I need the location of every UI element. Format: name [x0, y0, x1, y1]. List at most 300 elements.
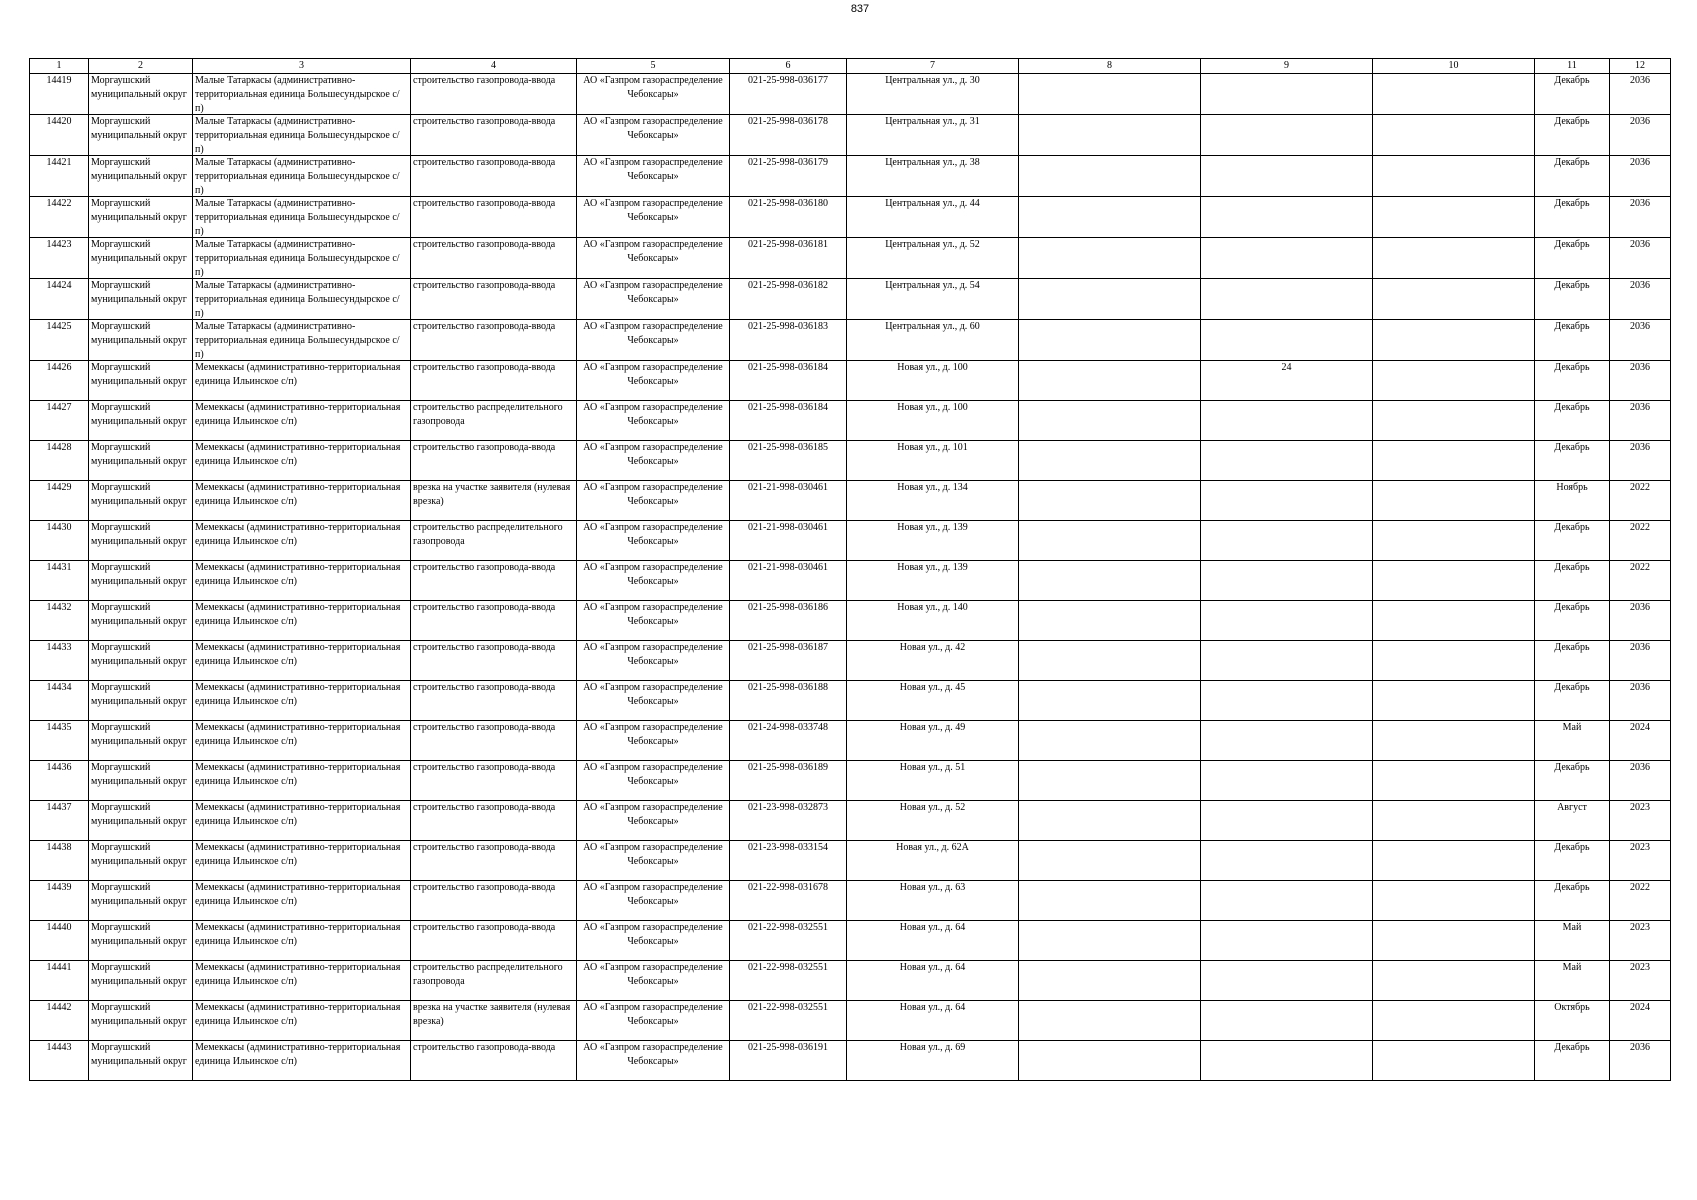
month-cell	[1535, 401, 1610, 441]
application-code-cell	[730, 197, 847, 238]
year-cell	[1610, 721, 1671, 761]
month-cell	[1535, 156, 1610, 197]
year-cell	[1610, 521, 1671, 561]
organization-cell	[577, 279, 730, 320]
organization-cell-text: АО «Газпром газораспределение Чебоксары»	[583, 762, 723, 787]
year-cell	[1610, 74, 1671, 115]
column-9-cell	[1201, 320, 1373, 361]
application-code-cell	[730, 115, 847, 156]
table-row	[30, 401, 1671, 441]
address-cell	[847, 561, 1019, 601]
address-cell-text: Новая ул., д. 49	[899, 722, 966, 733]
column-10-cell	[1373, 197, 1535, 238]
address-cell-text: Центральная ул., д. 31	[885, 116, 980, 127]
settlement-cell	[193, 721, 411, 761]
column-header: 7	[847, 59, 1019, 74]
district-cell-text: Моргаушский муниципальный округ	[91, 922, 187, 947]
row-number-cell	[30, 441, 89, 481]
table-row	[30, 320, 1671, 361]
row-number-cell	[30, 841, 89, 881]
column-9-cell	[1201, 921, 1373, 961]
organization-cell-text: АО «Газпром газораспределение Чебоксары»	[583, 802, 723, 827]
column-10-cell	[1373, 601, 1535, 641]
year-cell-text: 2036	[1630, 75, 1650, 86]
month-cell-text: Декабрь	[1554, 562, 1590, 573]
work-type-cell	[411, 921, 577, 961]
column-9-cell	[1201, 521, 1373, 561]
column-8-cell	[1019, 441, 1201, 481]
column-10-cell	[1373, 74, 1535, 115]
row-number-cell	[30, 801, 89, 841]
district-cell	[89, 320, 193, 361]
address-cell-text: Новая ул., д. 101	[897, 442, 968, 453]
district-cell	[89, 156, 193, 197]
application-code-cell	[730, 601, 847, 641]
work-type-cell	[411, 721, 577, 761]
settlement-cell-text: Малые Татаркасы (административно-территориальная единица Большесундырское с/п)	[195, 280, 400, 319]
table-row	[30, 841, 1671, 881]
address-cell	[847, 279, 1019, 320]
organization-cell-text: АО «Газпром газораспределение Чебоксары»	[583, 239, 723, 264]
table-body	[30, 74, 1671, 1081]
application-code-cell	[730, 961, 847, 1001]
column-8-cell	[1019, 561, 1201, 601]
work-type-cell-text: строительство газопровода-ввода	[413, 442, 556, 453]
work-type-cell	[411, 1041, 577, 1081]
organization-cell	[577, 401, 730, 441]
settlement-cell-text: Мемеккасы (административно-территориальная единица Ильинское с/п)	[195, 362, 401, 387]
organization-cell-text: АО «Газпром газораспределение Чебоксары»	[583, 882, 723, 907]
column-8-cell	[1019, 197, 1201, 238]
row-number-cell	[30, 1001, 89, 1041]
settlement-cell-text: Мемеккасы (административно-территориальная единица Ильинское с/п)	[195, 762, 401, 787]
row-number-cell	[30, 681, 89, 721]
district-cell-text: Моргаушский муниципальный округ	[91, 802, 187, 827]
application-code-cell-text: 021-22-998-031678	[748, 882, 828, 893]
work-type-cell-text: строительство газопровода-ввода	[413, 722, 556, 733]
month-cell	[1535, 841, 1610, 881]
row-number-cell	[30, 238, 89, 279]
column-10-cell	[1373, 481, 1535, 521]
row-number-cell-text: 14431	[46, 562, 72, 573]
row-number-cell-text: 14428	[46, 442, 72, 453]
organization-cell	[577, 681, 730, 721]
column-header: 2	[89, 59, 193, 74]
address-cell-text: Новая ул., д. 100	[897, 362, 968, 373]
settlement-cell-text: Малые Татаркасы (административно-территориальная единица Большесундырское с/п)	[195, 198, 400, 237]
organization-cell-text: АО «Газпром газораспределение Чебоксары»	[583, 1042, 723, 1067]
settlement-cell-text: Мемеккасы (административно-территориальная единица Ильинское с/п)	[195, 722, 401, 747]
column-10-cell	[1373, 721, 1535, 761]
year-cell-text: 2036	[1630, 116, 1650, 127]
organization-cell	[577, 601, 730, 641]
table-row	[30, 721, 1671, 761]
month-cell-text: Май	[1562, 962, 1582, 973]
settlement-cell-text: Мемеккасы (административно-территориальная единица Ильинское с/п)	[195, 402, 401, 427]
organization-cell-text: АО «Газпром газораспределение Чебоксары»	[583, 321, 723, 346]
organization-cell	[577, 320, 730, 361]
application-code-cell	[730, 561, 847, 601]
settlement-cell-text: Малые Татаркасы (административно-территориальная единица Большесундырское с/п)	[195, 75, 400, 114]
district-cell-text: Моргаушский муниципальный округ	[91, 842, 187, 867]
work-type-cell-text: строительство газопровода-ввода	[413, 802, 556, 813]
month-cell-text: Декабрь	[1554, 116, 1590, 127]
table-row	[30, 681, 1671, 721]
address-cell	[847, 320, 1019, 361]
settlement-cell-text: Мемеккасы (административно-территориальная единица Ильинское с/п)	[195, 1042, 401, 1067]
month-cell-text: Август	[1557, 802, 1587, 813]
work-type-cell-text: строительство газопровода-ввода	[413, 116, 556, 127]
year-cell-text: 2036	[1630, 157, 1650, 168]
work-type-cell	[411, 441, 577, 481]
application-code-cell-text: 021-25-998-036184	[748, 402, 828, 413]
application-code-cell	[730, 279, 847, 320]
organization-cell	[577, 1001, 730, 1041]
address-cell-text: Центральная ул., д. 52	[885, 239, 980, 250]
row-number-cell-text: 14434	[46, 682, 72, 693]
organization-cell-text: АО «Газпром газораспределение Чебоксары»	[583, 75, 723, 100]
year-cell-text: 2036	[1630, 1042, 1650, 1053]
column-10-cell	[1373, 320, 1535, 361]
organization-cell-text: АО «Газпром газораспределение Чебоксары»	[583, 642, 723, 667]
organization-cell-text: АО «Газпром газораспределение Чебоксары»	[583, 402, 723, 427]
work-type-cell-text: строительство распределительного газопровода	[413, 522, 563, 547]
address-cell-text: Новая ул., д. 51	[899, 762, 966, 773]
district-cell	[89, 601, 193, 641]
column-8-cell	[1019, 1041, 1201, 1081]
column-10-cell	[1373, 1001, 1535, 1041]
address-cell-text: Центральная ул., д. 60	[885, 321, 980, 332]
organization-cell	[577, 921, 730, 961]
row-number-cell	[30, 197, 89, 238]
settlement-cell	[193, 521, 411, 561]
column-header: 5	[577, 59, 730, 74]
settlement-cell	[193, 320, 411, 361]
organization-cell-text: АО «Газпром газораспределение Чебоксары»	[583, 842, 723, 867]
column-header: 8	[1019, 59, 1201, 74]
column-8-cell	[1019, 961, 1201, 1001]
row-number-cell-text: 14430	[46, 522, 72, 533]
district-cell-text: Моргаушский муниципальный округ	[91, 882, 187, 907]
work-type-cell-text: строительство газопровода-ввода	[413, 642, 556, 653]
work-type-cell	[411, 320, 577, 361]
address-cell-text: Новая ул., д. 69	[899, 1042, 966, 1053]
district-cell	[89, 238, 193, 279]
settlement-cell-text: Мемеккасы (административно-территориальная единица Ильинское с/п)	[195, 1002, 401, 1027]
work-type-cell	[411, 521, 577, 561]
organization-cell-text: АО «Газпром газораспределение Чебоксары»	[583, 482, 723, 507]
row-number-cell	[30, 320, 89, 361]
column-10-cell	[1373, 801, 1535, 841]
application-code-cell	[730, 681, 847, 721]
district-cell-text: Моргаушский муниципальный округ	[91, 116, 187, 141]
month-cell	[1535, 641, 1610, 681]
application-code-cell-text: 021-23-998-032873	[748, 802, 828, 813]
year-cell	[1610, 961, 1671, 1001]
work-type-cell-text: строительство газопровода-ввода	[413, 882, 556, 893]
row-number-cell	[30, 601, 89, 641]
table-row	[30, 561, 1671, 601]
month-cell	[1535, 115, 1610, 156]
work-type-cell-text: строительство газопровода-ввода	[413, 682, 556, 693]
row-number-cell-text: 14432	[46, 602, 72, 613]
application-code-cell-text: 021-22-998-032551	[748, 962, 828, 973]
table-row	[30, 238, 1671, 279]
year-cell	[1610, 641, 1671, 681]
work-type-cell-text: строительство газопровода-ввода	[413, 239, 556, 250]
district-cell	[89, 721, 193, 761]
application-code-cell-text: 021-25-998-036189	[748, 762, 828, 773]
district-cell-text: Моргаушский муниципальный округ	[91, 962, 187, 987]
row-number-cell	[30, 961, 89, 1001]
application-code-cell-text: 021-25-998-036184	[748, 362, 828, 373]
district-cell	[89, 881, 193, 921]
column-8-cell	[1019, 115, 1201, 156]
work-type-cell	[411, 561, 577, 601]
application-code-cell-text: 021-24-998-033748	[748, 722, 828, 733]
district-cell	[89, 481, 193, 521]
column-10-cell	[1373, 961, 1535, 1001]
work-type-cell-text: врезка на участке заявителя (нулевая врезка)	[413, 482, 571, 507]
year-cell	[1610, 197, 1671, 238]
column-9-cell	[1201, 561, 1373, 601]
row-number-cell-text: 14426	[46, 362, 72, 373]
work-type-cell-text: строительство газопровода-ввода	[413, 762, 556, 773]
address-cell-text: Новая ул., д. 62А	[896, 842, 969, 853]
settlement-cell-text: Малые Татаркасы (административно-территориальная единица Большесундырское с/п)	[195, 157, 400, 196]
table-row	[30, 641, 1671, 681]
month-cell-text: Декабрь	[1554, 442, 1590, 453]
column-10-cell	[1373, 401, 1535, 441]
row-number-cell	[30, 561, 89, 601]
settlement-cell-text: Мемеккасы (административно-территориальная единица Ильинское с/п)	[195, 802, 401, 827]
table-row	[30, 601, 1671, 641]
month-cell	[1535, 74, 1610, 115]
organization-cell-text: АО «Газпром газораспределение Чебоксары»	[583, 157, 723, 182]
district-cell	[89, 961, 193, 1001]
row-number-cell-text: 14427	[46, 402, 72, 413]
year-cell-text: 2036	[1630, 280, 1650, 291]
month-cell	[1535, 361, 1610, 401]
year-cell-text: 2023	[1630, 922, 1650, 933]
row-number-cell-text: 14424	[46, 280, 72, 291]
year-cell-text: 2022	[1630, 482, 1650, 493]
row-number-cell	[30, 761, 89, 801]
application-code-cell-text: 021-25-998-036180	[748, 198, 828, 209]
application-code-cell	[730, 238, 847, 279]
column-9-cell	[1201, 361, 1373, 401]
address-cell	[847, 801, 1019, 841]
year-cell-text: 2036	[1630, 762, 1650, 773]
address-cell	[847, 115, 1019, 156]
year-cell	[1610, 761, 1671, 801]
column-9-cell	[1201, 441, 1373, 481]
month-cell-text: Декабрь	[1554, 642, 1590, 653]
district-cell-text: Моргаушский муниципальный округ	[91, 642, 187, 667]
table-row	[30, 74, 1671, 115]
application-code-cell	[730, 441, 847, 481]
column-9-cell	[1201, 197, 1373, 238]
table-row	[30, 481, 1671, 521]
work-type-cell-text: строительство газопровода-ввода	[413, 842, 556, 853]
settlement-cell	[193, 681, 411, 721]
work-type-cell-text: строительство газопровода-ввода	[413, 198, 556, 209]
column-header: 11	[1535, 59, 1610, 74]
settlement-cell	[193, 601, 411, 641]
column-9-cell-text: 24	[1281, 362, 1292, 373]
column-10-cell	[1373, 361, 1535, 401]
application-code-cell-text: 021-21-998-030461	[748, 562, 828, 573]
table-row	[30, 921, 1671, 961]
work-type-cell	[411, 115, 577, 156]
application-code-cell	[730, 841, 847, 881]
district-cell	[89, 561, 193, 601]
column-number-row	[30, 59, 1671, 74]
settlement-cell	[193, 279, 411, 320]
work-type-cell	[411, 841, 577, 881]
year-cell-text: 2036	[1630, 402, 1650, 413]
application-code-cell-text: 021-22-998-032551	[748, 1002, 828, 1013]
application-code-cell-text: 021-25-998-036177	[748, 75, 828, 86]
address-cell	[847, 441, 1019, 481]
column-10-cell	[1373, 156, 1535, 197]
organization-cell	[577, 801, 730, 841]
table-row	[30, 961, 1671, 1001]
application-code-cell	[730, 361, 847, 401]
month-cell	[1535, 561, 1610, 601]
address-cell-text: Новая ул., д. 139	[897, 562, 968, 573]
year-cell-text: 2023	[1630, 842, 1650, 853]
month-cell-text: Декабрь	[1554, 362, 1590, 373]
organization-cell-text: АО «Газпром газораспределение Чебоксары»	[583, 280, 723, 305]
month-cell-text: Ноябрь	[1556, 482, 1588, 493]
organization-cell	[577, 74, 730, 115]
year-cell	[1610, 401, 1671, 441]
settlement-cell-text: Мемеккасы (административно-территориальная единица Ильинское с/п)	[195, 522, 401, 547]
column-10-cell	[1373, 441, 1535, 481]
work-type-cell	[411, 641, 577, 681]
district-cell	[89, 1041, 193, 1081]
row-number-cell	[30, 641, 89, 681]
settlement-cell	[193, 761, 411, 801]
application-code-cell-text: 021-25-998-036191	[748, 1042, 828, 1053]
work-type-cell	[411, 197, 577, 238]
column-9-cell	[1201, 641, 1373, 681]
organization-cell	[577, 361, 730, 401]
address-cell	[847, 401, 1019, 441]
work-type-cell-text: строительство газопровода-ввода	[413, 321, 556, 332]
settlement-cell	[193, 841, 411, 881]
year-cell-text: 2036	[1630, 602, 1650, 613]
district-cell	[89, 681, 193, 721]
district-cell-text: Моргаушский муниципальный округ	[91, 722, 187, 747]
application-code-cell	[730, 1001, 847, 1041]
year-cell-text: 2024	[1630, 722, 1650, 733]
column-9-cell	[1201, 115, 1373, 156]
organization-cell-text: АО «Газпром газораспределение Чебоксары»	[583, 682, 723, 707]
work-type-cell-text: строительство газопровода-ввода	[413, 157, 556, 168]
row-number-cell	[30, 156, 89, 197]
settlement-cell	[193, 481, 411, 521]
column-9-cell	[1201, 801, 1373, 841]
year-cell	[1610, 1041, 1671, 1081]
district-cell-text: Моргаушский муниципальный округ	[91, 157, 187, 182]
district-cell	[89, 115, 193, 156]
district-cell	[89, 401, 193, 441]
application-code-cell-text: 021-25-998-036183	[748, 321, 828, 332]
address-cell-text: Центральная ул., д. 38	[885, 157, 980, 168]
table-row	[30, 521, 1671, 561]
address-cell	[847, 721, 1019, 761]
month-cell-text: Декабрь	[1554, 602, 1590, 613]
table-row	[30, 279, 1671, 320]
work-type-cell	[411, 279, 577, 320]
month-cell	[1535, 721, 1610, 761]
settlement-cell	[193, 441, 411, 481]
column-9-cell	[1201, 841, 1373, 881]
column-8-cell	[1019, 521, 1201, 561]
work-type-cell	[411, 156, 577, 197]
district-cell-text: Моргаушский муниципальный округ	[91, 75, 187, 100]
district-cell-text: Моргаушский муниципальный округ	[91, 362, 187, 387]
address-cell	[847, 521, 1019, 561]
column-header: 1	[30, 59, 89, 74]
application-code-cell	[730, 1041, 847, 1081]
column-8-cell	[1019, 320, 1201, 361]
address-cell-text: Центральная ул., д. 54	[885, 280, 980, 291]
settlement-cell-text: Малые Татаркасы (административно-территориальная единица Большесундырское с/п)	[195, 239, 400, 278]
organization-cell-text: АО «Газпром газораспределение Чебоксары»	[583, 1002, 723, 1027]
month-cell-text: Декабрь	[1554, 522, 1590, 533]
address-cell-text: Новая ул., д. 100	[897, 402, 968, 413]
row-number-cell-text: 14441	[46, 962, 72, 973]
year-cell	[1610, 320, 1671, 361]
settlement-cell	[193, 361, 411, 401]
year-cell	[1610, 441, 1671, 481]
address-cell	[847, 841, 1019, 881]
month-cell	[1535, 801, 1610, 841]
application-code-cell	[730, 641, 847, 681]
column-10-cell	[1373, 1041, 1535, 1081]
application-code-cell	[730, 801, 847, 841]
year-cell	[1610, 481, 1671, 521]
district-cell	[89, 921, 193, 961]
address-cell	[847, 197, 1019, 238]
application-code-cell-text: 021-25-998-036185	[748, 442, 828, 453]
row-number-cell-text: 14420	[46, 116, 72, 127]
month-cell	[1535, 1041, 1610, 1081]
settlement-cell-text: Мемеккасы (административно-территориальная единица Ильинское с/п)	[195, 962, 401, 987]
month-cell	[1535, 320, 1610, 361]
settlement-cell	[193, 921, 411, 961]
year-cell-text: 2036	[1630, 362, 1650, 373]
district-cell	[89, 761, 193, 801]
month-cell	[1535, 761, 1610, 801]
organization-cell-text: АО «Газпром газораспределение Чебоксары»	[583, 722, 723, 747]
year-cell	[1610, 841, 1671, 881]
table-row	[30, 441, 1671, 481]
organization-cell-text: АО «Газпром газораспределение Чебоксары»	[583, 922, 723, 947]
settlement-cell-text: Мемеккасы (административно-территориальная единица Ильинское с/п)	[195, 882, 401, 907]
column-9-cell	[1201, 279, 1373, 320]
application-code-cell	[730, 761, 847, 801]
row-number-cell-text: 14439	[46, 882, 72, 893]
work-type-cell-text: строительство распределительного газопровода	[413, 962, 563, 987]
year-cell-text: 2036	[1630, 642, 1650, 653]
work-type-cell-text: строительство распределительного газопровода	[413, 402, 563, 427]
column-9-cell	[1201, 401, 1373, 441]
application-code-cell-text: 021-21-998-030461	[748, 522, 828, 533]
